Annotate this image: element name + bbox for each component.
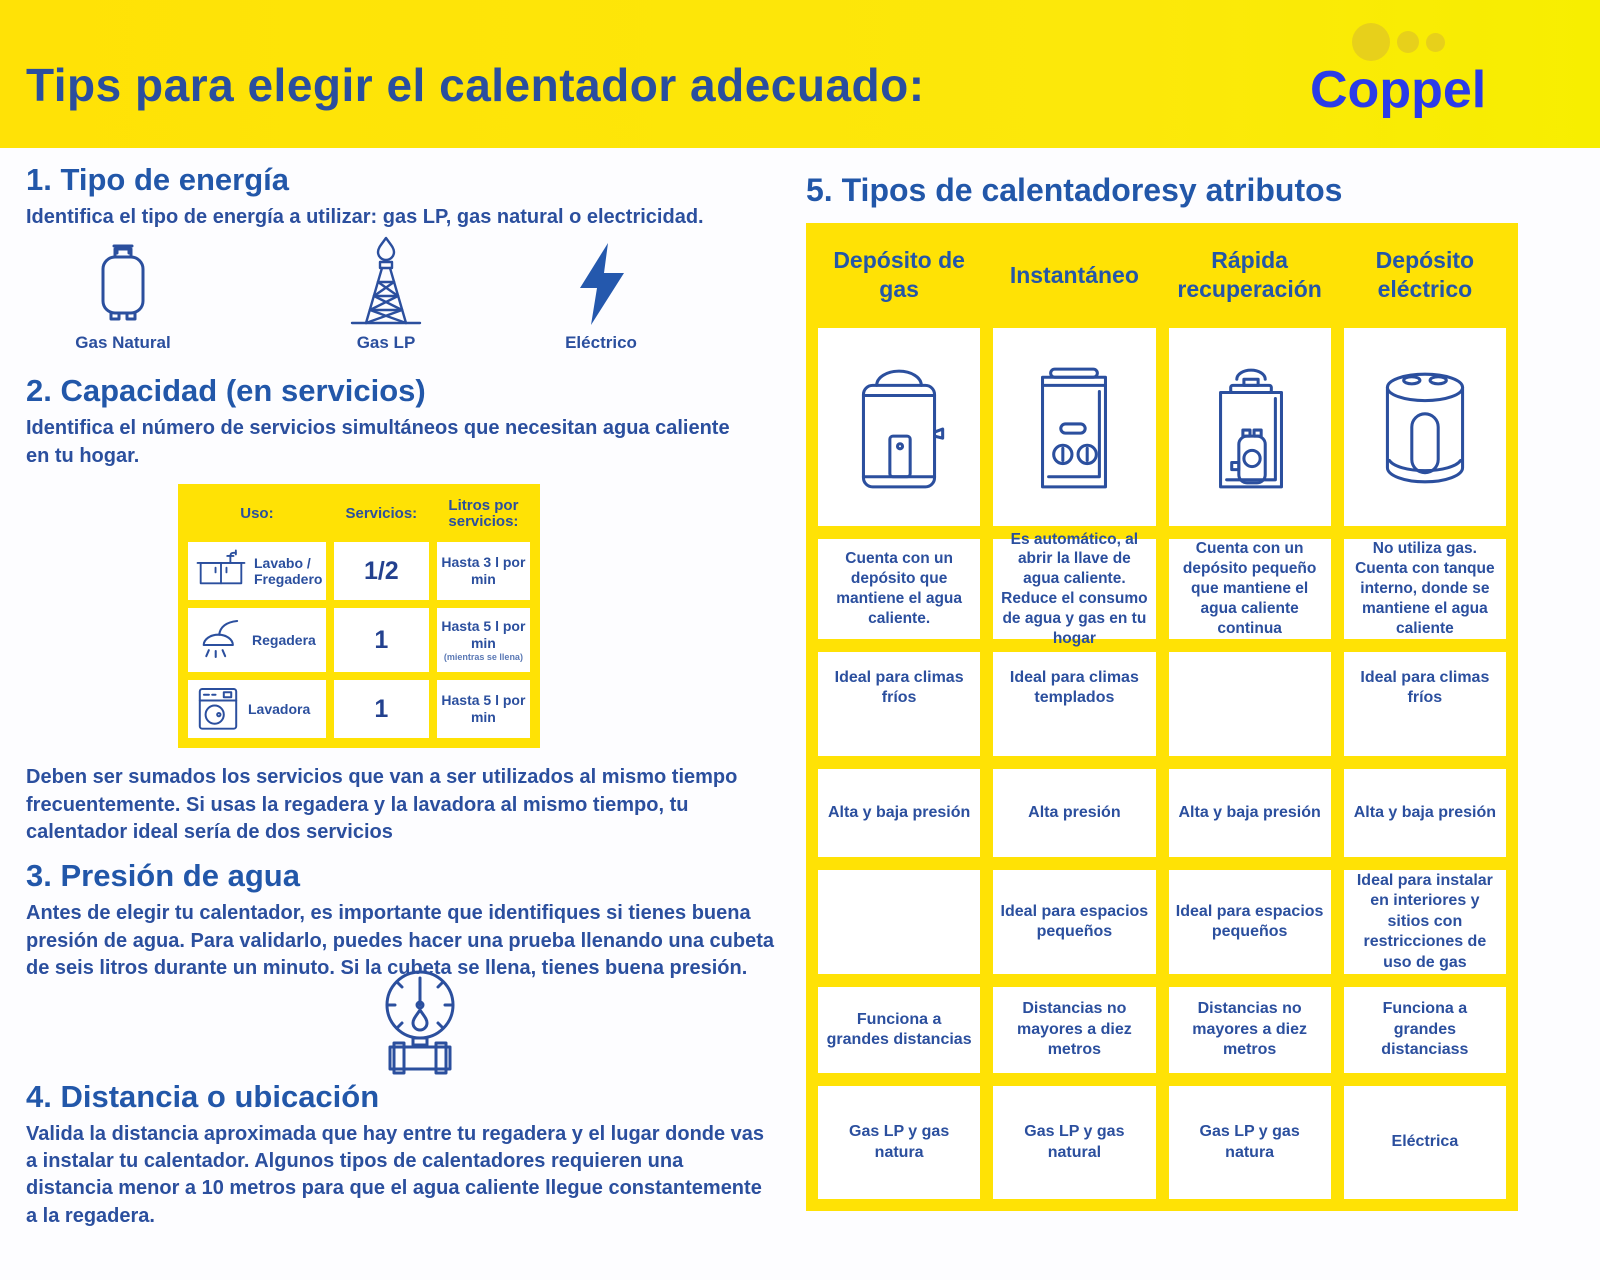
cmp-cell: Gas LP y gas natura bbox=[1169, 1086, 1331, 1199]
section3-body: Antes de elegir tu calentador, es importante que identifiques si tienes buena presión de agua. Para validarlo, puedes hacer una prueba llenando una cubeta de seis litros durante un minuto. Si la cubeta se llena, tienes buena presión. bbox=[26, 902, 774, 980]
cmp-cell bbox=[1169, 652, 1331, 756]
cmp-cell: Cuenta con un depósito que mantiene el agua caliente. bbox=[818, 539, 980, 639]
capacity-uso-label: Regadera bbox=[252, 632, 316, 649]
cmp-cell: Ideal para instalar en interiores y sitios con restricciones de uso de gas bbox=[1344, 870, 1506, 974]
cmp-cell: Funciona a grandes distanciass bbox=[1344, 987, 1506, 1073]
capacity-servicios-value: 1 bbox=[334, 608, 429, 672]
header-banner bbox=[0, 0, 1600, 148]
cmp-cell: Distancias no mayores a diez metros bbox=[993, 987, 1155, 1073]
cmp-cell: Ideal para climas templados bbox=[993, 652, 1155, 756]
capacity-litros-value bbox=[437, 542, 530, 600]
cmp-col-instantaneo: Instantáneo bbox=[1009, 261, 1139, 288]
cmp-cell: Alta presión bbox=[993, 769, 1155, 857]
cmp-cell: Gas LP y gas natural bbox=[993, 1086, 1155, 1199]
litros-text: Hasta 5 l por min bbox=[441, 692, 526, 726]
coppel-logo-text: Coppel bbox=[1310, 61, 1487, 119]
cmp-cell: Ideal para climas fríos bbox=[1344, 652, 1506, 756]
cmp-cell: Distancias no mayores a diez metros bbox=[1169, 987, 1331, 1073]
energy-label: Eléctrico bbox=[565, 333, 637, 353]
cmp-cell: Ideal para climas fríos bbox=[818, 652, 980, 756]
lightning-icon bbox=[516, 239, 686, 327]
section2-title: 2. Capacidad (en servicios) bbox=[26, 373, 426, 409]
heater-comparison-table bbox=[806, 223, 1518, 1211]
capacity-uso-label: Lavabo / Fregadero bbox=[254, 555, 323, 588]
section3 bbox=[26, 858, 786, 1076]
litros-text: Hasta 5 l por min bbox=[441, 617, 526, 651]
cmp-cell: No utiliza gas. Cuenta con tanque interno, donde se mantiene el agua caliente bbox=[1344, 539, 1506, 639]
capacity-col-servicios: Servicios: bbox=[345, 504, 418, 522]
cmp-cell: Funciona a grandes distancias bbox=[818, 987, 980, 1073]
sink-icon bbox=[196, 548, 246, 595]
capacity-row-lavabo bbox=[188, 542, 326, 600]
cmp-cell: Alta y baja presión bbox=[818, 769, 980, 857]
cmp-cell bbox=[818, 870, 980, 974]
heater-instant-icon bbox=[993, 328, 1155, 526]
cmp-cell: Es automático, al abrir la llave de agua caliente. Reduce el consumo de agua y gas en tu hogar bbox=[993, 539, 1155, 639]
gas-cylinder-icon bbox=[38, 239, 208, 327]
cmp-cell: Cuenta con un depósito pequeño que mantiene el agua caliente continua bbox=[1169, 539, 1331, 639]
washing-machine-icon bbox=[196, 684, 240, 735]
pressure-gauge-icon bbox=[370, 961, 470, 1077]
energy-types-row bbox=[26, 239, 786, 359]
energy-gas-natural bbox=[38, 239, 208, 353]
page-title: Tips para elegir el calentador adecuado: bbox=[26, 59, 925, 111]
cmp-cell: Ideal para espacios pequeños bbox=[1169, 870, 1331, 974]
capacity-col-uso: Uso: bbox=[240, 504, 274, 522]
section1-subtitle: Identifica el tipo de energía a utilizar: gas LP, gas natural o electricidad. bbox=[26, 206, 704, 228]
section4-title: 4. Distancia o ubicación bbox=[26, 1078, 380, 1114]
capacity-uso-label: Lavadora bbox=[248, 701, 311, 718]
litros-text: Hasta 3 l por min bbox=[441, 554, 526, 588]
section1-title: 1. Tipo de energía bbox=[26, 162, 290, 197]
section2-subtitle: Identifica el número de servicios simultáneos que necesitan agua caliente en tu hogar. bbox=[26, 417, 730, 467]
shower-icon bbox=[196, 617, 244, 664]
capacity-servicios-value: 1/2 bbox=[334, 542, 429, 600]
section4-body: Valida la distancia aproximada que hay entre tu regadera y el lugar donde vas a instalar tu calentador. Algunos tipos de calentadores requieren una distancia menor a 10 metros para que el agua caliente llegue constantemente a la regadera. bbox=[26, 1122, 765, 1227]
capacity-table bbox=[178, 484, 540, 748]
cmp-col-electrico: Depósito eléctrico bbox=[1375, 247, 1475, 302]
cmp-cell: Gas LP y gas natura bbox=[818, 1086, 980, 1199]
right-column bbox=[806, 172, 1518, 1211]
section3-title: 3. Presión de agua bbox=[26, 858, 300, 894]
litros-note: (mientras se llena) bbox=[443, 651, 523, 662]
energy-label: Gas Natural bbox=[75, 333, 171, 353]
energy-gas-lp bbox=[301, 239, 471, 353]
cmp-col-deposito-gas: Depósito de gas bbox=[833, 247, 965, 302]
heater-rapid-icon bbox=[1169, 328, 1331, 526]
energy-electrico bbox=[516, 239, 686, 353]
capacity-litros-value bbox=[437, 608, 530, 672]
cmp-cell: Alta y baja presión bbox=[1169, 769, 1331, 857]
section4 bbox=[26, 1079, 786, 1231]
cmp-col-rapida: Rápida recuperación bbox=[1177, 247, 1322, 302]
section2 bbox=[26, 373, 786, 846]
heater-tank-icon bbox=[818, 328, 980, 526]
left-column bbox=[26, 162, 786, 1230]
heater-electric-icon bbox=[1344, 328, 1506, 526]
capacity-row-lavadora bbox=[188, 680, 326, 738]
cmp-cell: Ideal para espacios pequeños bbox=[993, 870, 1155, 974]
gas-derrick-icon bbox=[301, 239, 471, 327]
energy-label: Gas LP bbox=[356, 333, 416, 353]
capacity-litros-value bbox=[437, 680, 530, 738]
capacity-note: Deben ser sumados los servicios que van a ser utilizados al mismo tiempo frecuentemente. Si usas la regadera y la lavadora al mismo tiempo, tu calentador ideal sería de dos servicios bbox=[26, 766, 738, 843]
coppel-logo bbox=[1310, 22, 1500, 119]
capacity-col-litros: Litros por servicios: bbox=[448, 496, 519, 531]
section5-title: 5. Tipos de calentadoresy atributos bbox=[806, 172, 1343, 208]
logo-dots-icon bbox=[1352, 22, 1500, 62]
capacity-servicios-value: 1 bbox=[334, 680, 429, 738]
capacity-row-regadera bbox=[188, 608, 326, 672]
cmp-cell: Alta y baja presión bbox=[1344, 769, 1506, 857]
cmp-cell: Eléctrica bbox=[1344, 1086, 1506, 1199]
